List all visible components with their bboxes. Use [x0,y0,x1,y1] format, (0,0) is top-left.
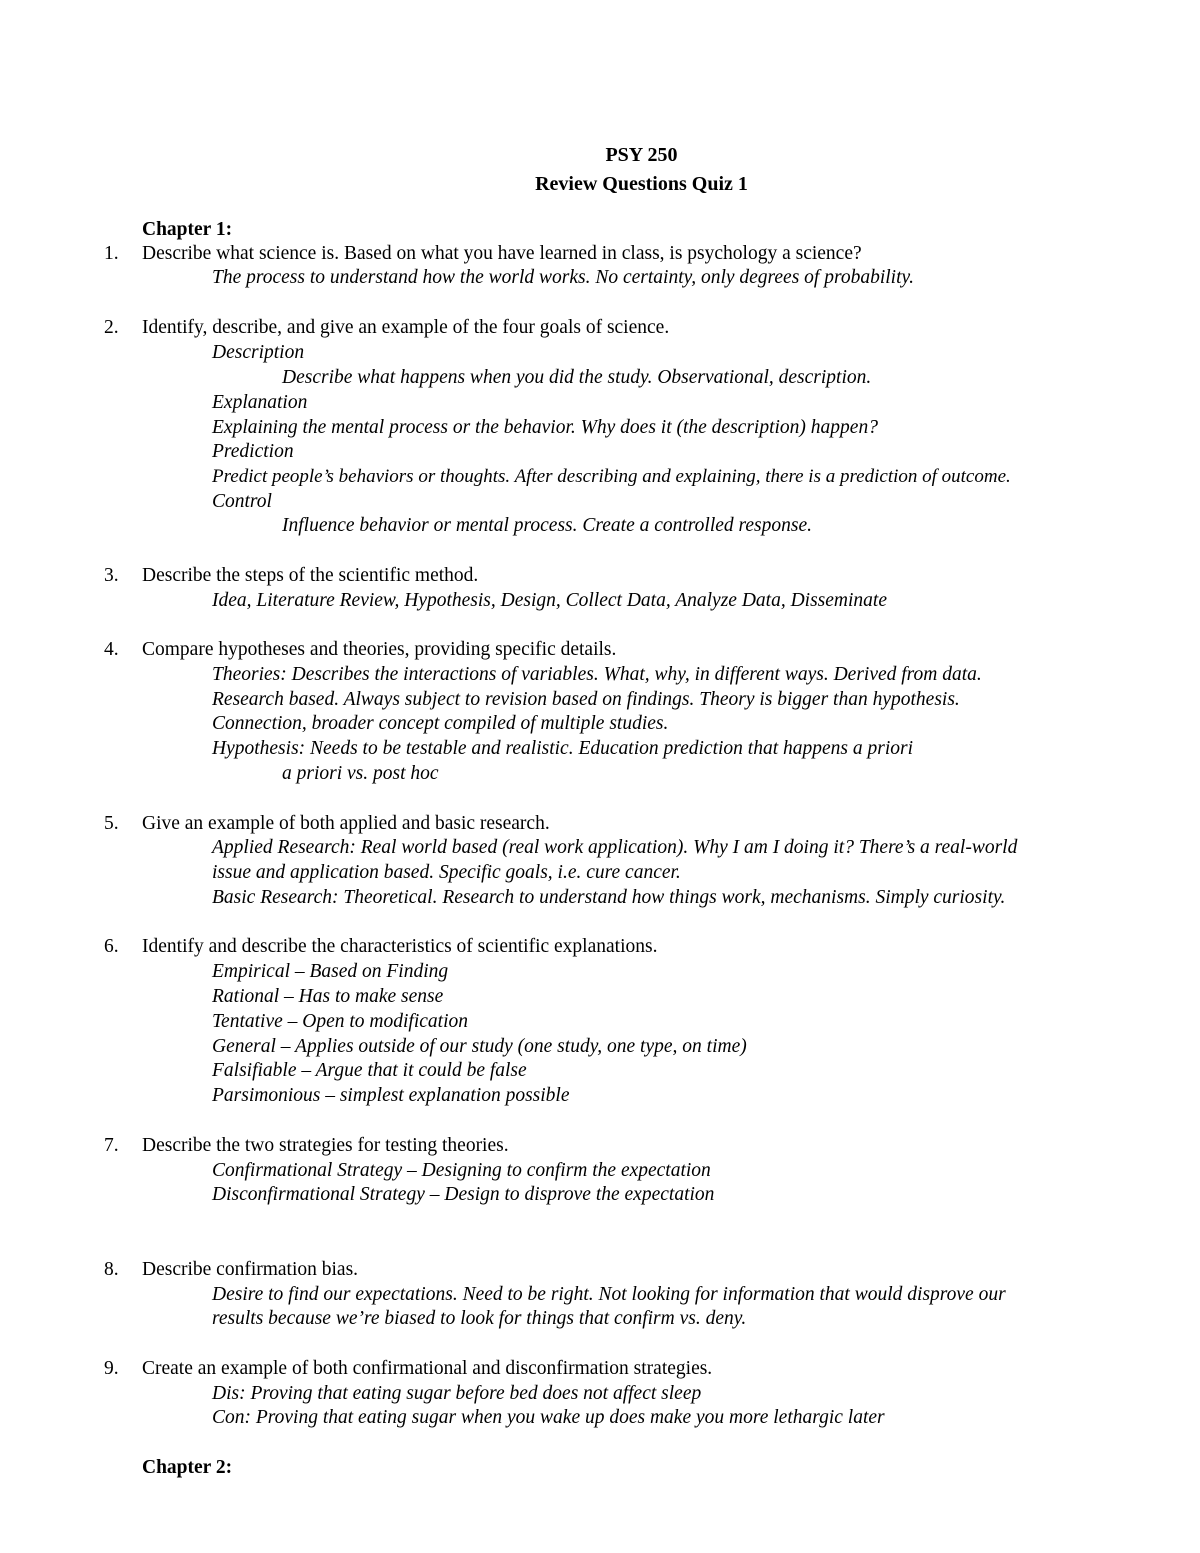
question-9: Create an example of both confirmational and disconfirmation strategies. [142,1358,713,1379]
answer-line: a priori vs. post hoc [282,763,439,784]
question-5: Give an example of both applied and basic research. [142,813,550,834]
course-title: PSY 250 [605,144,678,166]
answer-line: Control [212,491,272,512]
answer-line: Description [212,342,305,363]
question-1: Describe what science is. Based on what you have learned in class, is psychology a science? [142,243,862,264]
answer-line: Applied Research: Real world based (real work application). Why I am I doing it? There’s a real-world [212,837,1018,858]
answer-line: results because we’re biased to look for things that confirm vs. deny. [212,1308,747,1329]
answer-line: Falsifiable – Argue that it could be false [212,1060,527,1081]
question-number: 1. [104,243,119,264]
answer-line: Idea, Literature Review, Hypothesis, Design, Collect Data, Analyze Data, Disseminate [212,590,887,611]
question-number: 7. [104,1135,119,1156]
answer-line: Rational – Has to make sense [212,986,444,1007]
answer-line: Describe what happens when you did the study. Observational, description. [282,367,872,388]
answer-line: Basic Research: Theoretical. Research to understand how things work, mechanisms. Simply curiosity. [212,887,1006,908]
answer-line: Prediction [212,441,294,462]
chapter-2-heading: Chapter 2: [142,1457,233,1478]
answer-line: Dis: Proving that eating sugar before bed does not affect sleep [212,1383,702,1404]
question-number: 9. [104,1358,119,1379]
chapter-1-heading: Chapter 1: [142,219,233,240]
answer-line: Predict people’s behaviors or thoughts. After describing and explaining, there is a prediction of outcome. [212,466,1011,487]
answer-line: Hypothesis: Needs to be testable and realistic. Education prediction that happens a priori [212,738,914,759]
answer-line: Parsimonious – simplest explanation possible [212,1085,570,1106]
answer-line: issue and application based. Specific goals, i.e. cure cancer. [212,862,681,883]
answer-line: Influence behavior or mental process. Create a controlled response. [282,515,813,536]
question-number: 8. [104,1259,119,1280]
answer-line: Explaining the mental process or the behavior. Why does it (the description) happen? [212,417,878,438]
question-6: Identify and describe the characteristics of scientific explanations. [142,936,658,957]
question-number: 6. [104,936,119,957]
answer-line: The process to understand how the world works. No certainty, only degrees of probability. [212,267,914,288]
question-3: Describe the steps of the scientific method. [142,565,479,586]
answer-line: Research based. Always subject to revision based on findings. Theory is bigger than hypothesis. [212,689,960,710]
quiz-title: Review Questions Quiz 1 [535,173,748,195]
answer-line: Explanation [212,392,308,413]
answer-line: Theories: Describes the interactions of variables. What, why, in different ways. Derived from data. [212,664,982,685]
answer-line: General – Applies outside of our study (one study, one type, on time) [212,1036,747,1057]
question-number: 2. [104,317,119,338]
question-number: 5. [104,813,119,834]
answer-line: Confirmational Strategy – Designing to confirm the expectation [212,1160,711,1181]
answer-line: Desire to find our expectations. Need to be right. Not looking for information that would disprove our [212,1284,1006,1305]
question-number: 4. [104,639,119,660]
answer-line: Disconfirmational Strategy – Design to disprove the expectation [212,1184,715,1205]
question-2: Identify, describe, and give an example of the four goals of science. [142,317,670,338]
question-4: Compare hypotheses and theories, providing specific details. [142,639,617,660]
question-8: Describe confirmation bias. [142,1259,359,1280]
answer-line: Empirical – Based on Finding [212,961,449,982]
question-7: Describe the two strategies for testing theories. [142,1135,509,1156]
question-number: 3. [104,565,119,586]
answer-line: Con: Proving that eating sugar when you wake up does make you more lethargic later [212,1407,885,1428]
answer-line: Tentative – Open to modification [212,1011,469,1032]
answer-line: Connection, broader concept compiled of multiple studies. [212,713,669,734]
